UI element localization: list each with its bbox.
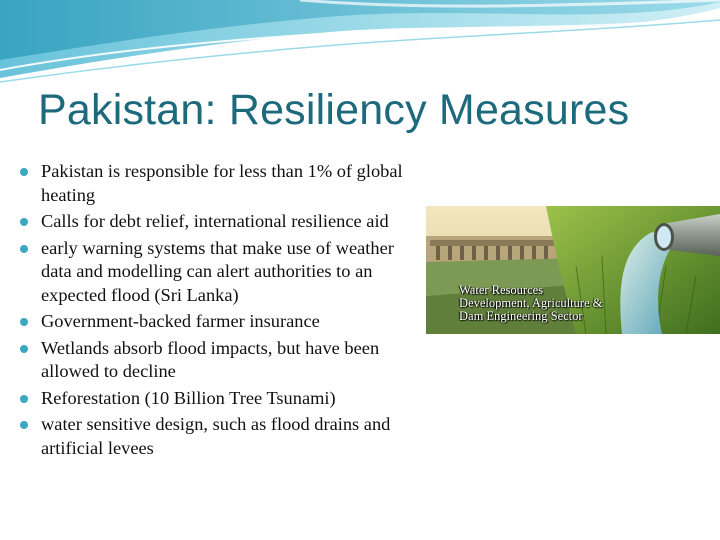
bullet-text: water sensitive design, such as flood drains and artificial levees [41, 414, 391, 458]
bullet-text: Government-backed farmer insurance [41, 311, 320, 331]
dam-irrigation-photo [426, 206, 720, 334]
bullet-dot-icon [20, 245, 28, 253]
bullet-dot-icon [20, 395, 28, 403]
bullet-item [18, 387, 418, 411]
bullet-text: Reforestation (10 Billion Tree Tsunami) [41, 387, 336, 408]
bullet-dot-icon [20, 168, 28, 176]
bullet-text: Calls for debt relief, international resilience aid [41, 211, 389, 231]
header-wave-decoration [0, 0, 720, 90]
bullet-item [18, 210, 418, 234]
photo-caption [459, 284, 602, 323]
bullet-dot-icon [20, 318, 28, 326]
caption-line: Development, Agriculture & [459, 296, 603, 310]
bullet-item [18, 237, 418, 308]
bullet-text: Wetlands absorb flood impacts, but have been allowed to decline [41, 337, 380, 381]
bullet-item [18, 310, 418, 334]
bullet-text: Pakistan is responsible for less than 1% of global heating [41, 161, 403, 205]
slide-title: Pakistan: Resiliency Measures [38, 86, 630, 134]
bullet-dot-icon [20, 218, 28, 226]
bullet-item [18, 160, 418, 207]
bullet-item [18, 337, 418, 384]
bullet-dot-icon [20, 421, 28, 429]
bullet-list [18, 160, 418, 463]
bullet-text: early warning systems that make use of weather data and modelling can alert authorities to an expected flood (Sri Lanka) [41, 237, 394, 305]
caption-line: Water Resources [459, 283, 544, 297]
bullet-dot-icon [20, 345, 28, 353]
bullet-item [18, 413, 418, 460]
caption-line: Dam Engineering Sector [459, 309, 583, 323]
